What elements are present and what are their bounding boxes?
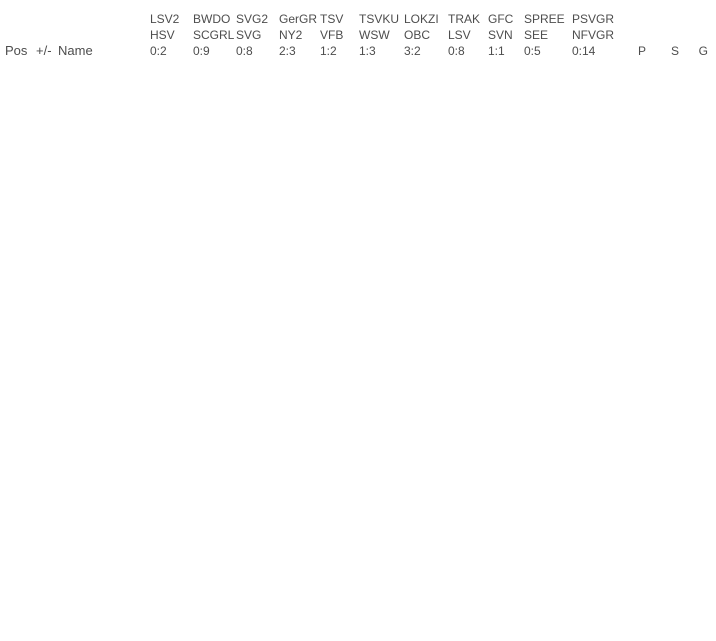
fixture-home: TSV [320, 12, 344, 26]
col-header-points: P [637, 44, 646, 58]
col-header-name: Name [58, 43, 93, 58]
fixture-away: SVG [236, 28, 262, 42]
fixture-header[interactable] [236, 0, 279, 66]
col-header-pos: Pos [5, 43, 28, 58]
fixture-away: NFVGR [572, 28, 614, 42]
fixture-header[interactable] [279, 0, 320, 66]
fixture-result: 1:1 [488, 44, 505, 58]
fixture-away: NY2 [279, 28, 303, 42]
fixture-home: TSVKU [359, 12, 400, 26]
fixture-away: SCGRL [193, 28, 235, 42]
fixture-result: 1:3 [359, 44, 376, 58]
fixture-result: 0:8 [448, 44, 465, 58]
col-header-s: S [670, 44, 679, 58]
fixture-home: BWDO [193, 12, 231, 26]
fixture-away: SVN [488, 28, 513, 42]
fixture-header[interactable] [320, 0, 359, 66]
fixture-away: OBC [404, 28, 431, 42]
header-row [0, 0, 716, 66]
fixture-home: GerGR [279, 12, 318, 26]
fixture-header[interactable] [524, 0, 572, 66]
fixture-header[interactable] [359, 0, 404, 66]
fixture-header[interactable] [488, 0, 524, 66]
fixture-header[interactable] [193, 0, 236, 66]
fixture-header[interactable] [448, 0, 488, 66]
fixture-home: GFC [488, 12, 514, 26]
fixture-home: LSV2 [150, 12, 180, 26]
fixture-header[interactable] [572, 0, 624, 66]
fixture-result: 0:9 [193, 44, 210, 58]
fixture-away: SEE [524, 28, 549, 42]
fixture-result: 0:2 [150, 44, 167, 58]
fixture-result: 2:3 [279, 44, 296, 58]
fixture-home: PSVGR [572, 12, 615, 26]
fixture-away: HSV [150, 28, 175, 42]
fixture-away: VFB [320, 28, 344, 42]
fixture-result: 1:2 [320, 44, 337, 58]
col-header-total: G [698, 44, 708, 58]
col-header-trend: +/- [36, 43, 52, 58]
fixture-away: WSW [359, 28, 390, 42]
fixture-home: SPREE [524, 12, 565, 26]
fixture-result: 0:8 [236, 44, 253, 58]
fixture-result: 0:5 [524, 44, 541, 58]
fixture-result: 0:14 [572, 44, 596, 58]
fixture-header[interactable] [404, 0, 448, 66]
fixture-header[interactable] [150, 0, 193, 66]
fixture-away: LSV [448, 28, 471, 42]
fixture-result: 3:2 [404, 44, 421, 58]
fixture-home: TRAK [448, 12, 481, 26]
standings-table [0, 0, 716, 66]
fixture-home: SVG2 [236, 12, 269, 26]
fixture-home: LOKZI [404, 12, 439, 26]
